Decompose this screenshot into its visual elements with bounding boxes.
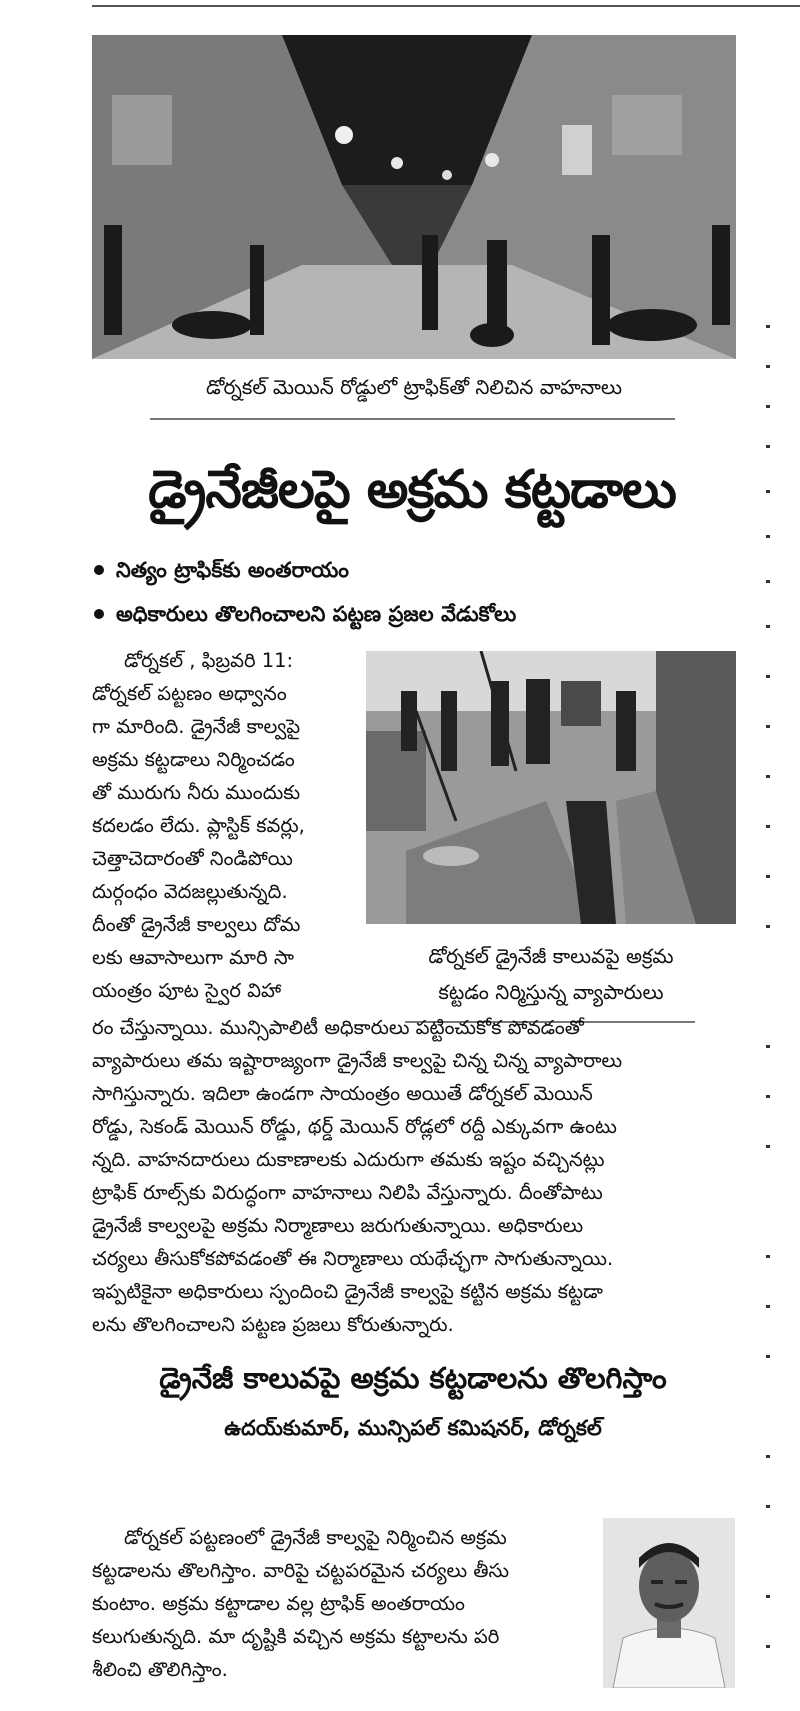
body-line: రోడ్డు, సెకండ్ మెయిన్ రోడ్డు, థర్డ్ మెయిన్ రోడ్లలో రద్దీ ఎక్కువగా ఉంటు: [92, 1115, 617, 1138]
street-traffic-photo: [92, 35, 736, 359]
headline: డ్రైనేజీలపై అక్రమ కట్టడాలు: [148, 460, 676, 520]
body-line: కట్టడాలను తొలగిస్తాం. వారిపై చట్టపరమైన చర్యలు తీసు: [92, 1559, 509, 1582]
body-line: కలుగుతున్నది. మా దృష్టికి వచ్చిన అక్రమ కట్టాలను పరి: [92, 1625, 500, 1648]
bullet-text: నిత్యం ట్రాఫిక్‌కు అంతరాయం: [116, 558, 349, 582]
body-line: ఇప్పటికైనా అధికారులు స్పందించి డ్రైనేజీ కాల్వపై కట్టిన అక్రమ కట్టడా: [92, 1280, 603, 1303]
body-line: న్నది. వాహనదారులు దుకాణాలకు ఎదురుగా తమకు ఇష్టం వచ్చినట్లు: [92, 1148, 605, 1171]
bullet-dot: [94, 565, 104, 575]
body-line: లకు ఆవాసాలుగా మారి సా: [92, 946, 294, 969]
body-line: గా మారింది. డ్రైనేజీ కాల్వపై: [92, 715, 301, 738]
caption-line: కట్టడం నిర్మిస్తున్న వ్యాపారులు: [438, 980, 664, 1004]
article-body-intro: [92, 644, 362, 1007]
bullet-text: అధికారులు తొలగించాలని పట్టణ ప్రజల వేడుకోలు: [116, 602, 517, 626]
caption-divider: [150, 418, 675, 420]
body-line: చెత్తాచెదారంతో నిండిపోయి: [92, 847, 293, 870]
byline: ఉదయ్‌కుమార్, మున్సిపల్ కమిషనర్, డోర్నకల్: [224, 1416, 602, 1440]
top-photo-caption: డోర్నకల్ మెయిన్ రోడ్డులో ట్రాఫిక్‌తో నిలిచిన వాహనాలు: [205, 375, 623, 399]
bullet-point: [92, 554, 349, 586]
body-line: దీంతో డ్రైనేజీ కాల్వలు దోమ: [92, 913, 301, 936]
body-line: ట్రాఫిక్ రూల్స్‌కు విరుద్ధంగా వాహనాలు నిలిపి వేస్తున్నారు. దీంతోపాటు: [92, 1181, 603, 1204]
commissioner-portrait: [603, 1518, 735, 1688]
body-line: వ్యాపారులు తమ ఇష్టారాజ్యంగా డ్రైనేజీ కాల్వపై చిన్న చిన్న వ్యాపారాలు: [92, 1049, 623, 1072]
body-line: డోర్నకల్ పట్టణంలో డ్రైనేజీ కాల్వపై నిర్మించిన అక్రమ: [124, 1526, 507, 1549]
bullet-point: [92, 598, 516, 630]
adjacent-column-edge: [766, 35, 770, 1711]
body-line: కదలడం లేదు. ప్లాస్టిక్ కవర్లు,: [92, 814, 305, 837]
body-line: చర్యలు తీసుకోకపోవడంతో ఈ నిర్మాణాలు యథేచ్ఛగా సాగుతున్నాయి.: [92, 1247, 614, 1270]
body-line: అక్రమ కట్టడాలు నిర్మించడం: [92, 748, 295, 771]
body-line: డ్రైనేజీ కాల్వలపై అక్రమ నిర్మాణాలు జరుగుతున్నాయి. అధికారులు: [92, 1214, 584, 1237]
caption-line: డోర్నకల్ డ్రైనేజీ కాలువపై అక్రమ: [428, 944, 674, 968]
body-line: సాగిస్తున్నారు. ఇదిలా ఉండగా సాయంత్రం అయితే డోర్నకల్ మెయిన్: [92, 1082, 593, 1105]
body-line: లను తొలగించాలని పట్టణ ప్రజలు కోరుతున్నారు.: [92, 1313, 454, 1336]
body-line: కుంటాం. అక్రమ కట్టాడాల వల్ల ట్రాఫిక్ అంతరాయం: [92, 1592, 465, 1615]
body-line: యంత్రం పూట స్వైర విహా: [92, 979, 282, 1002]
body-line: శీలించి తొలిగిస్తాం.: [92, 1658, 228, 1681]
mid-photo-caption: [366, 938, 736, 1010]
body-line: రం చేస్తున్నాయి. మున్సిపాలిటీ అధికారులు పట్టించుకోక పోవడంతో: [92, 1016, 584, 1039]
body-line: డోర్నకల్ , ఫిబ్రవరి 11:: [124, 649, 294, 672]
bullet-dot: [94, 609, 104, 619]
body-line: తో మురుగు నీరు ముందుకు: [92, 781, 301, 804]
drainage-construction-photo: [366, 651, 736, 924]
body-line: డోర్నకల్ పట్టణం అధ్వానం: [92, 682, 287, 705]
article-body-continued: [92, 1011, 734, 1341]
subheading: డ్రైనేజీ కాలువపై అక్రమ కట్టడాలను తొలగిస్తాం: [159, 1361, 667, 1395]
body-line: దుర్గంధం వెదజల్లుతున్నది.: [92, 880, 288, 903]
commissioner-quote: [92, 1521, 592, 1686]
page-top-border: [92, 0, 800, 7]
